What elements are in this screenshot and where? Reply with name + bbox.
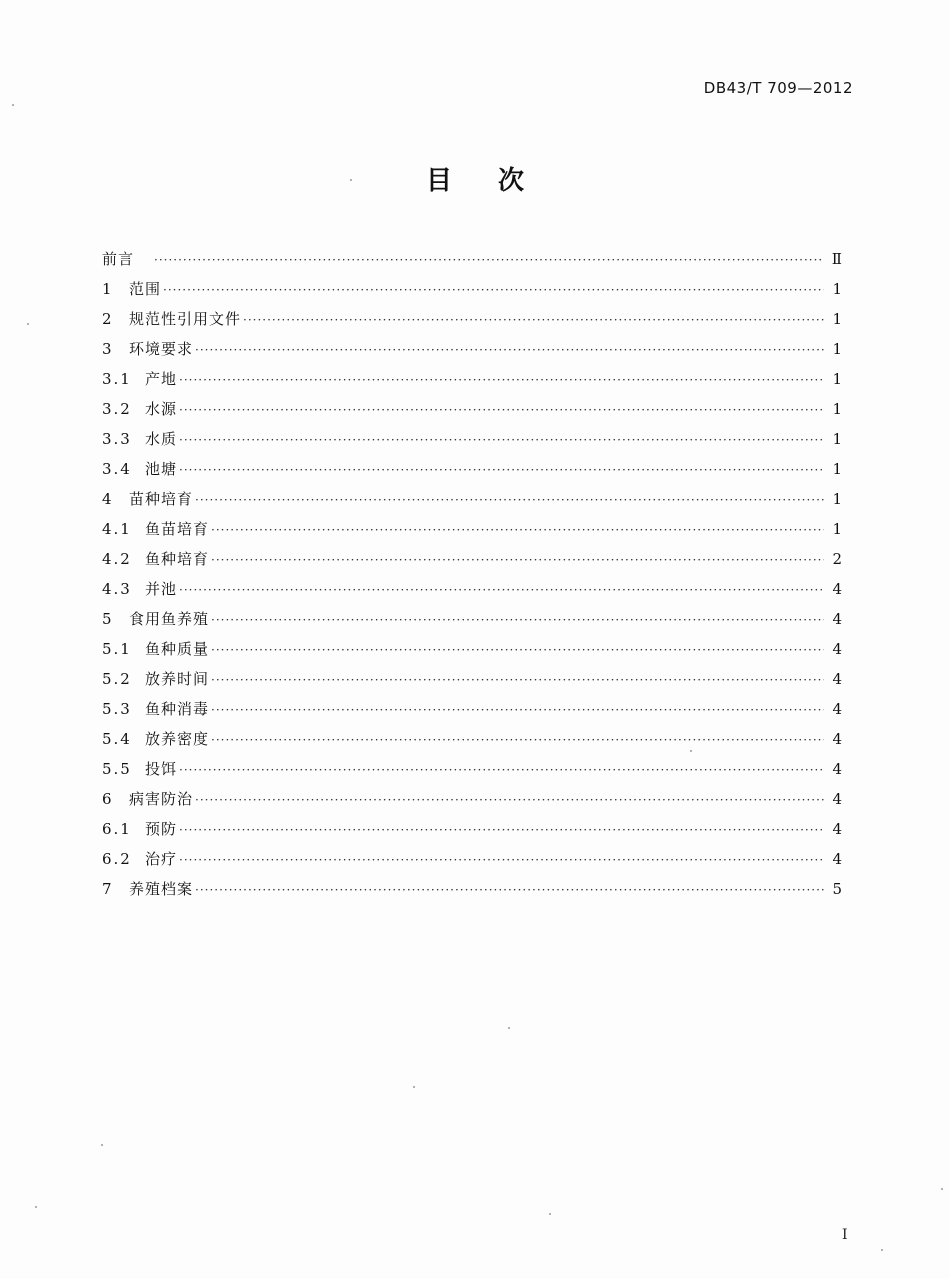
toc-entry-number: 4 [102,490,114,508]
scan-speck [941,1188,943,1190]
toc-dot-leader [163,275,824,305]
toc-dot-leader [211,665,824,695]
toc-entry[interactable] [102,634,842,664]
toc-dot-leader [211,605,824,635]
scan-speck [549,1213,551,1215]
toc-entry-number: 3.3 [102,430,132,448]
scan-speck [101,1144,103,1146]
toc-entry-label: 范围 [129,280,162,298]
toc-entry[interactable] [102,814,842,844]
toc-entry[interactable] [102,874,842,904]
toc-entry-number: 5.1 [102,640,132,658]
toc-entry[interactable] [102,844,842,874]
toc-entry-page: 1 [832,430,842,448]
toc-entry[interactable] [102,334,842,364]
toc-entry-label: 鱼种消毒 [145,700,210,718]
toc-entry-number: 2 [102,310,114,328]
toc-entry[interactable] [102,424,842,454]
toc-entry-label: 治疗 [145,850,178,868]
toc-entry-page: 4 [832,760,842,778]
toc-entry-label: 预防 [145,820,178,838]
scan-speck [413,1086,415,1088]
toc-entry-page: 4 [832,700,842,718]
toc-entry-page: 5 [832,880,842,898]
toc-entry-page: 4 [832,640,842,658]
toc-entry-page: 1 [832,520,842,538]
toc-dot-leader [179,845,824,875]
toc-entry-label: 并池 [145,580,178,598]
toc-entry-number: 3.1 [102,370,132,388]
toc-entry-label: 养殖档案 [129,880,194,898]
toc-entry-number: 3.2 [102,400,132,418]
toc-entry-label: 鱼苗培育 [145,520,210,538]
toc-entry[interactable] [102,574,842,604]
toc-entry-number: 4.3 [102,580,132,598]
toc-entry-page: 1 [832,310,842,328]
toc-entry-page: 1 [832,340,842,358]
scan-speck [508,1027,510,1029]
toc-dot-leader [195,485,824,515]
toc-dot-leader [179,755,824,785]
toc-entry-label: 前言 [102,250,135,268]
toc-entry-number: 4.1 [102,520,132,538]
toc-entry-label: 水源 [145,400,178,418]
toc-entry[interactable] [102,664,842,694]
toc-dot-leader [179,365,824,395]
toc-dot-leader [211,545,824,575]
toc-entry-label: 鱼种培育 [145,550,210,568]
toc-entry[interactable] [102,274,842,304]
toc-entry-number: 1 [102,280,114,298]
toc-entry[interactable] [102,694,842,724]
toc-entry-page: 4 [832,730,842,748]
toc-entry-page: 1 [832,370,842,388]
toc-entry-label: 鱼种质量 [145,640,210,658]
toc-entry[interactable] [102,484,842,514]
toc-entry[interactable] [102,364,842,394]
toc-entry-page: 1 [832,400,842,418]
toc-dot-leader [154,245,824,275]
toc-entry-label: 食用鱼养殖 [129,610,210,628]
toc-dot-leader [195,875,824,905]
toc-entry[interactable] [102,544,842,574]
toc-entry[interactable] [102,784,842,814]
toc-entry-label: 产地 [145,370,178,388]
toc-entry-label: 水质 [145,430,178,448]
toc-entry-page: 4 [832,610,842,628]
toc-entry-number: 7 [102,880,114,898]
page-title: 目次 [425,166,570,196]
toc-dot-leader [179,455,824,485]
scan-speck [690,750,692,752]
toc-entry-label: 病害防治 [129,790,194,808]
toc-entry[interactable] [102,244,842,274]
toc-entry-number: 3 [102,340,114,358]
toc-dot-leader [179,575,824,605]
toc-entry-label: 放养密度 [145,730,210,748]
toc-entry-page: 4 [832,820,842,838]
toc-dot-leader [179,395,824,425]
toc-entry-label: 放养时间 [145,670,210,688]
toc-entry-page: 4 [832,580,842,598]
table-of-contents [102,244,842,904]
toc-entry[interactable] [102,394,842,424]
toc-entry-label: 规范性引用文件 [129,310,242,328]
toc-dot-leader [211,635,824,665]
toc-dot-leader [195,785,824,815]
toc-dot-leader [179,815,824,845]
toc-entry-page: Ⅱ [831,250,842,268]
page-number: I [842,1227,848,1243]
toc-dot-leader [179,425,824,455]
toc-entry[interactable] [102,304,842,334]
toc-entry-number: 5.2 [102,670,132,688]
toc-entry-number: 4.2 [102,550,132,568]
toc-entry-page: 2 [832,550,842,568]
toc-entry-number: 5.5 [102,760,132,778]
toc-entry-number: 5.3 [102,700,132,718]
toc-entry-label: 池塘 [145,460,178,478]
toc-entry-page: 4 [832,670,842,688]
standard-code: DB43/T 709—2012 [703,79,853,97]
scan-speck [881,1249,883,1251]
scan-speck [350,179,352,181]
toc-entry-page: 1 [832,280,842,298]
scan-speck [35,1206,37,1208]
toc-entry[interactable] [102,754,842,784]
toc-dot-leader [211,515,824,545]
toc-entry-number: 6 [102,790,114,808]
toc-entry-page: 1 [832,460,842,478]
toc-entry-label: 苗种培育 [129,490,194,508]
toc-entry-number: 5 [102,610,114,628]
toc-entry-page: 1 [832,490,842,508]
toc-entry[interactable] [102,514,842,544]
toc-entry[interactable] [102,724,842,754]
toc-dot-leader [243,305,824,335]
toc-entry[interactable] [102,454,842,484]
toc-entry-number: 5.4 [102,730,132,748]
toc-dot-leader [195,335,824,365]
toc-entry-number: 6.1 [102,820,132,838]
toc-entry-page: 4 [832,790,842,808]
toc-dot-leader [211,695,824,725]
scan-speck [27,323,29,325]
toc-entry-number: 6.2 [102,850,132,868]
scan-speck [12,104,14,106]
toc-entry-number: 3.4 [102,460,132,478]
toc-entry[interactable] [102,604,842,634]
toc-entry-label: 环境要求 [129,340,194,358]
toc-dot-leader [211,725,824,755]
toc-entry-label: 投饵 [145,760,178,778]
toc-entry-page: 4 [832,850,842,868]
